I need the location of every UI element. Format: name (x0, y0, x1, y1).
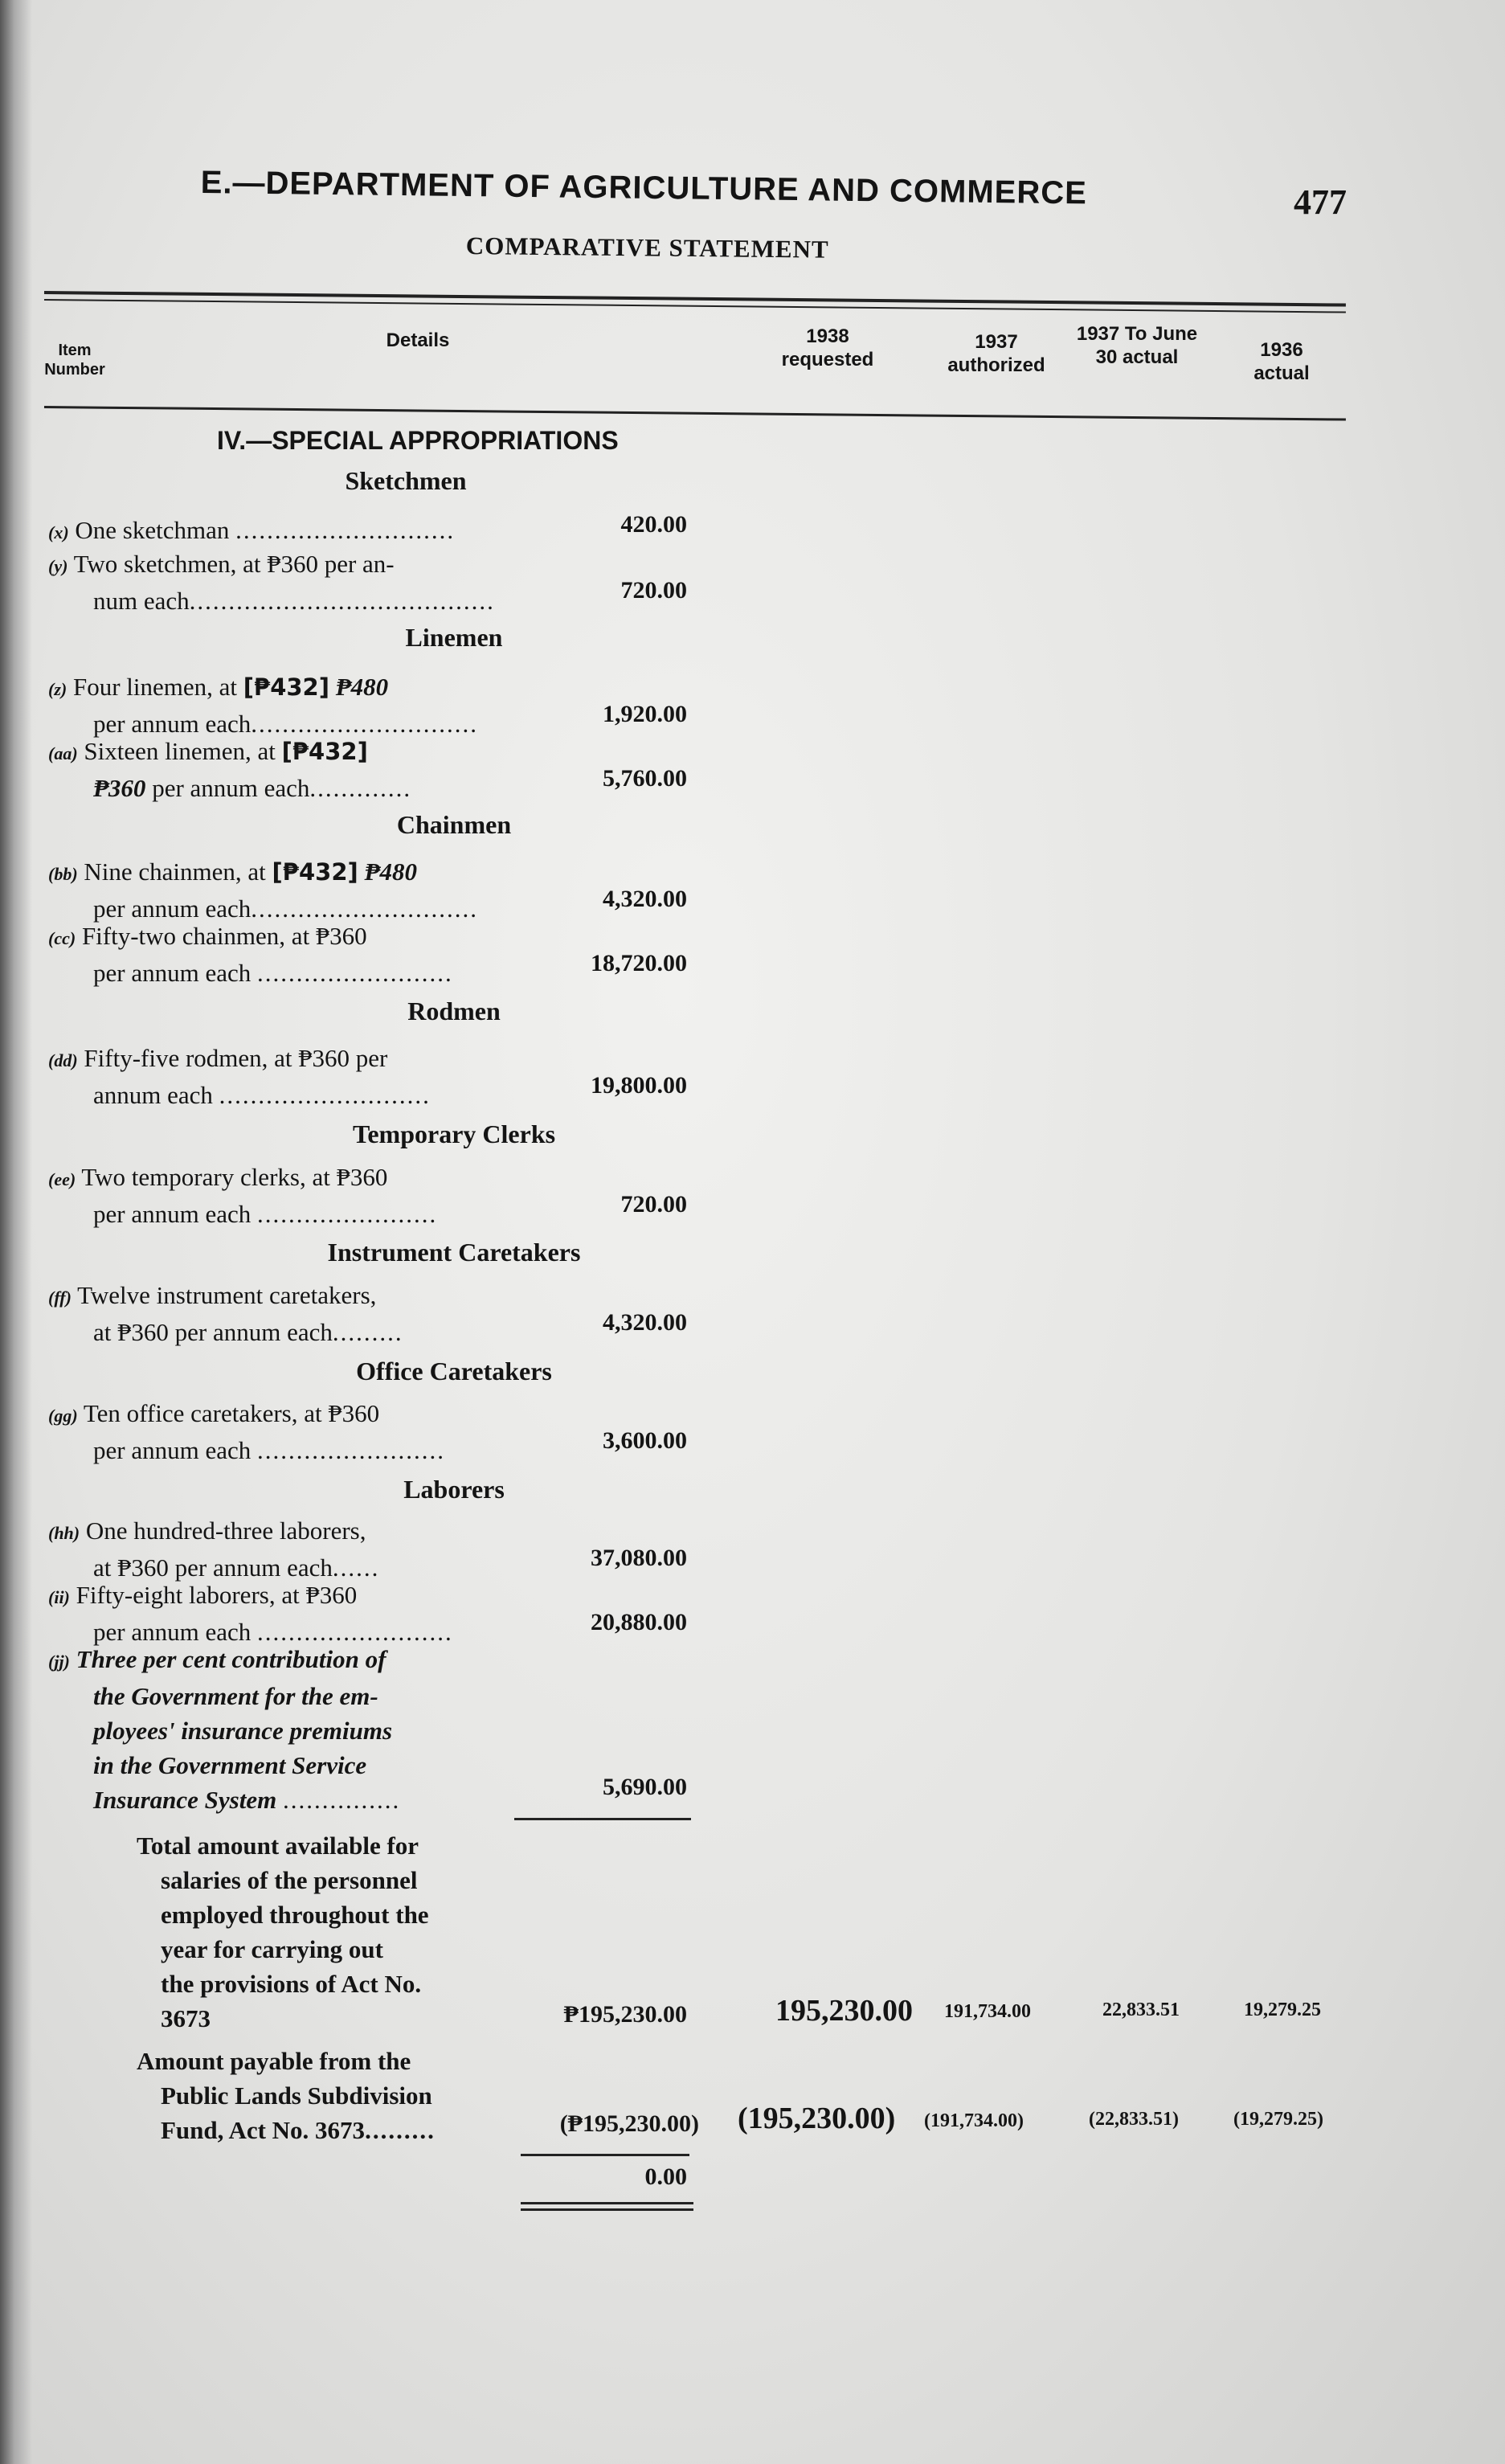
comparative-statement-title: COMPARATIVE STATEMENT (465, 231, 829, 264)
total-1937-authorized: 191,734.00 (944, 2001, 1031, 2022)
amount-gg: 3,600.00 (603, 1427, 687, 1454)
payable-1937-authorized: (191,734.00) (924, 2110, 1024, 2131)
category-sketchmen: Sketchmen (345, 466, 467, 495)
amount-ee: 720.00 (620, 1191, 687, 1218)
item-ff: (ff) Twelve instrument caretakers, at ₱360 per annum each......... (48, 1281, 403, 1346)
amount-ii: 20,880.00 (591, 1609, 687, 1635)
col-1937-june-actual: 1937 To June 30 actual (1076, 323, 1198, 368)
item-bb: (bb) Nine chainmen, at [₱432] ₱480 per annum each............................. (48, 857, 478, 923)
item-aa: (aa) Sixteen linemen, at [₱432] ₱360 per annum each............. (48, 737, 412, 802)
col-1936-actual: 1936 actual (1253, 339, 1310, 384)
payable-1937-june: (22,833.51) (1089, 2109, 1179, 2130)
net-rule-top (521, 2154, 689, 2156)
item-ii: (ii) Fifty-eight laborers, at ₱360 per annum each ......................... (48, 1581, 453, 1646)
amount-ff: 4,320.00 (603, 1309, 687, 1336)
net-amount: 0.00 (644, 2163, 687, 2190)
col-item-number: Item Number (44, 342, 105, 379)
payable-1938: (195,230.00) (738, 2102, 896, 2135)
amount-dd: 19,800.00 (591, 1072, 687, 1099)
header-rule-top (44, 291, 1346, 307)
item-jj: (jj) Three per cent contribution of the Government for the em- ployees' insurance premiums in the Government Service Insurance System ............... (48, 1645, 401, 1814)
total-1938: 195,230.00 (775, 1994, 913, 2028)
amount-y: 720.00 (620, 577, 687, 604)
category-linemen: Linemen (405, 623, 503, 652)
net-rule-double-1 (521, 2202, 693, 2204)
page-number: 477 (1294, 182, 1347, 222)
payable-amount: (₱195,230.00) (559, 2110, 699, 2137)
item-hh: (hh) One hundred-three laborers, at ₱360 per annum each...... (48, 1516, 380, 1582)
payable-1936: (19,279.25) (1233, 2109, 1323, 2130)
subtotal-rule (514, 1818, 691, 1820)
col-details: Details (386, 329, 450, 351)
section-title: IV.—SPECIAL APPROPRIATIONS (217, 426, 619, 455)
total-amount: ₱195,230.00 (563, 2001, 687, 2028)
amount-x: 420.00 (620, 511, 687, 538)
item-z: (z) Four linemen, at [₱432] ₱480 per annum each............................. (48, 673, 478, 738)
amount-aa: 5,760.00 (603, 765, 687, 792)
amount-z: 1,920.00 (603, 701, 687, 727)
category-chainmen: Chainmen (396, 810, 512, 839)
amount-bb: 4,320.00 (603, 886, 687, 912)
item-gg: (gg) Ten office caretakers, at ₱360 per annum each ........................ (48, 1399, 445, 1464)
item-y: (y) Two sketchmen, at ₱360 per an- num each....................................... (48, 550, 495, 615)
header-rule-bottom (44, 406, 1346, 421)
category-instrument-caretakers: Instrument Caretakers (327, 1238, 581, 1267)
payable-label: Amount payable from the Public Lands Subdivision Fund, Act No. 3673......... (137, 2047, 436, 2144)
category-laborers: Laborers (403, 1475, 505, 1504)
amount-cc: 18,720.00 (591, 950, 687, 976)
page-shadow (0, 0, 32, 2464)
amount-jj: 5,690.00 (603, 1774, 687, 1800)
item-cc: (cc) Fifty-two chainmen, at ₱360 per annum each ......................... (48, 922, 453, 987)
amount-hh: 37,080.00 (591, 1545, 687, 1571)
category-office-caretakers: Office Caretakers (356, 1357, 552, 1385)
col-1937-authorized: 1937 authorized (947, 331, 1045, 376)
total-1937-june: 22,833.51 (1102, 1999, 1180, 2020)
item-dd: (dd) Fifty-five rodmen, at ₱360 per annum each ........................... (48, 1044, 431, 1109)
category-temporary-clerks: Temporary Clerks (352, 1119, 556, 1148)
total-label: Total amount available for salaries of the personnel employed throughout the year for carrying out the provisions of Act No. 3673 (137, 1832, 429, 2032)
col-1938-requested: 1938 requested (781, 325, 874, 370)
category-rodmen: Rodmen (407, 997, 501, 1025)
item-x: (x) One sketchman ............................ (48, 516, 456, 544)
item-ee: (ee) Two temporary clerks, at ₱360 per annum each ....................... (48, 1163, 438, 1228)
department-title: E.—DEPARTMENT OF AGRICULTURE AND COMMERCE (200, 165, 1088, 211)
net-rule-double-2 (521, 2208, 693, 2211)
total-1936: 19,279.25 (1244, 1999, 1321, 2020)
